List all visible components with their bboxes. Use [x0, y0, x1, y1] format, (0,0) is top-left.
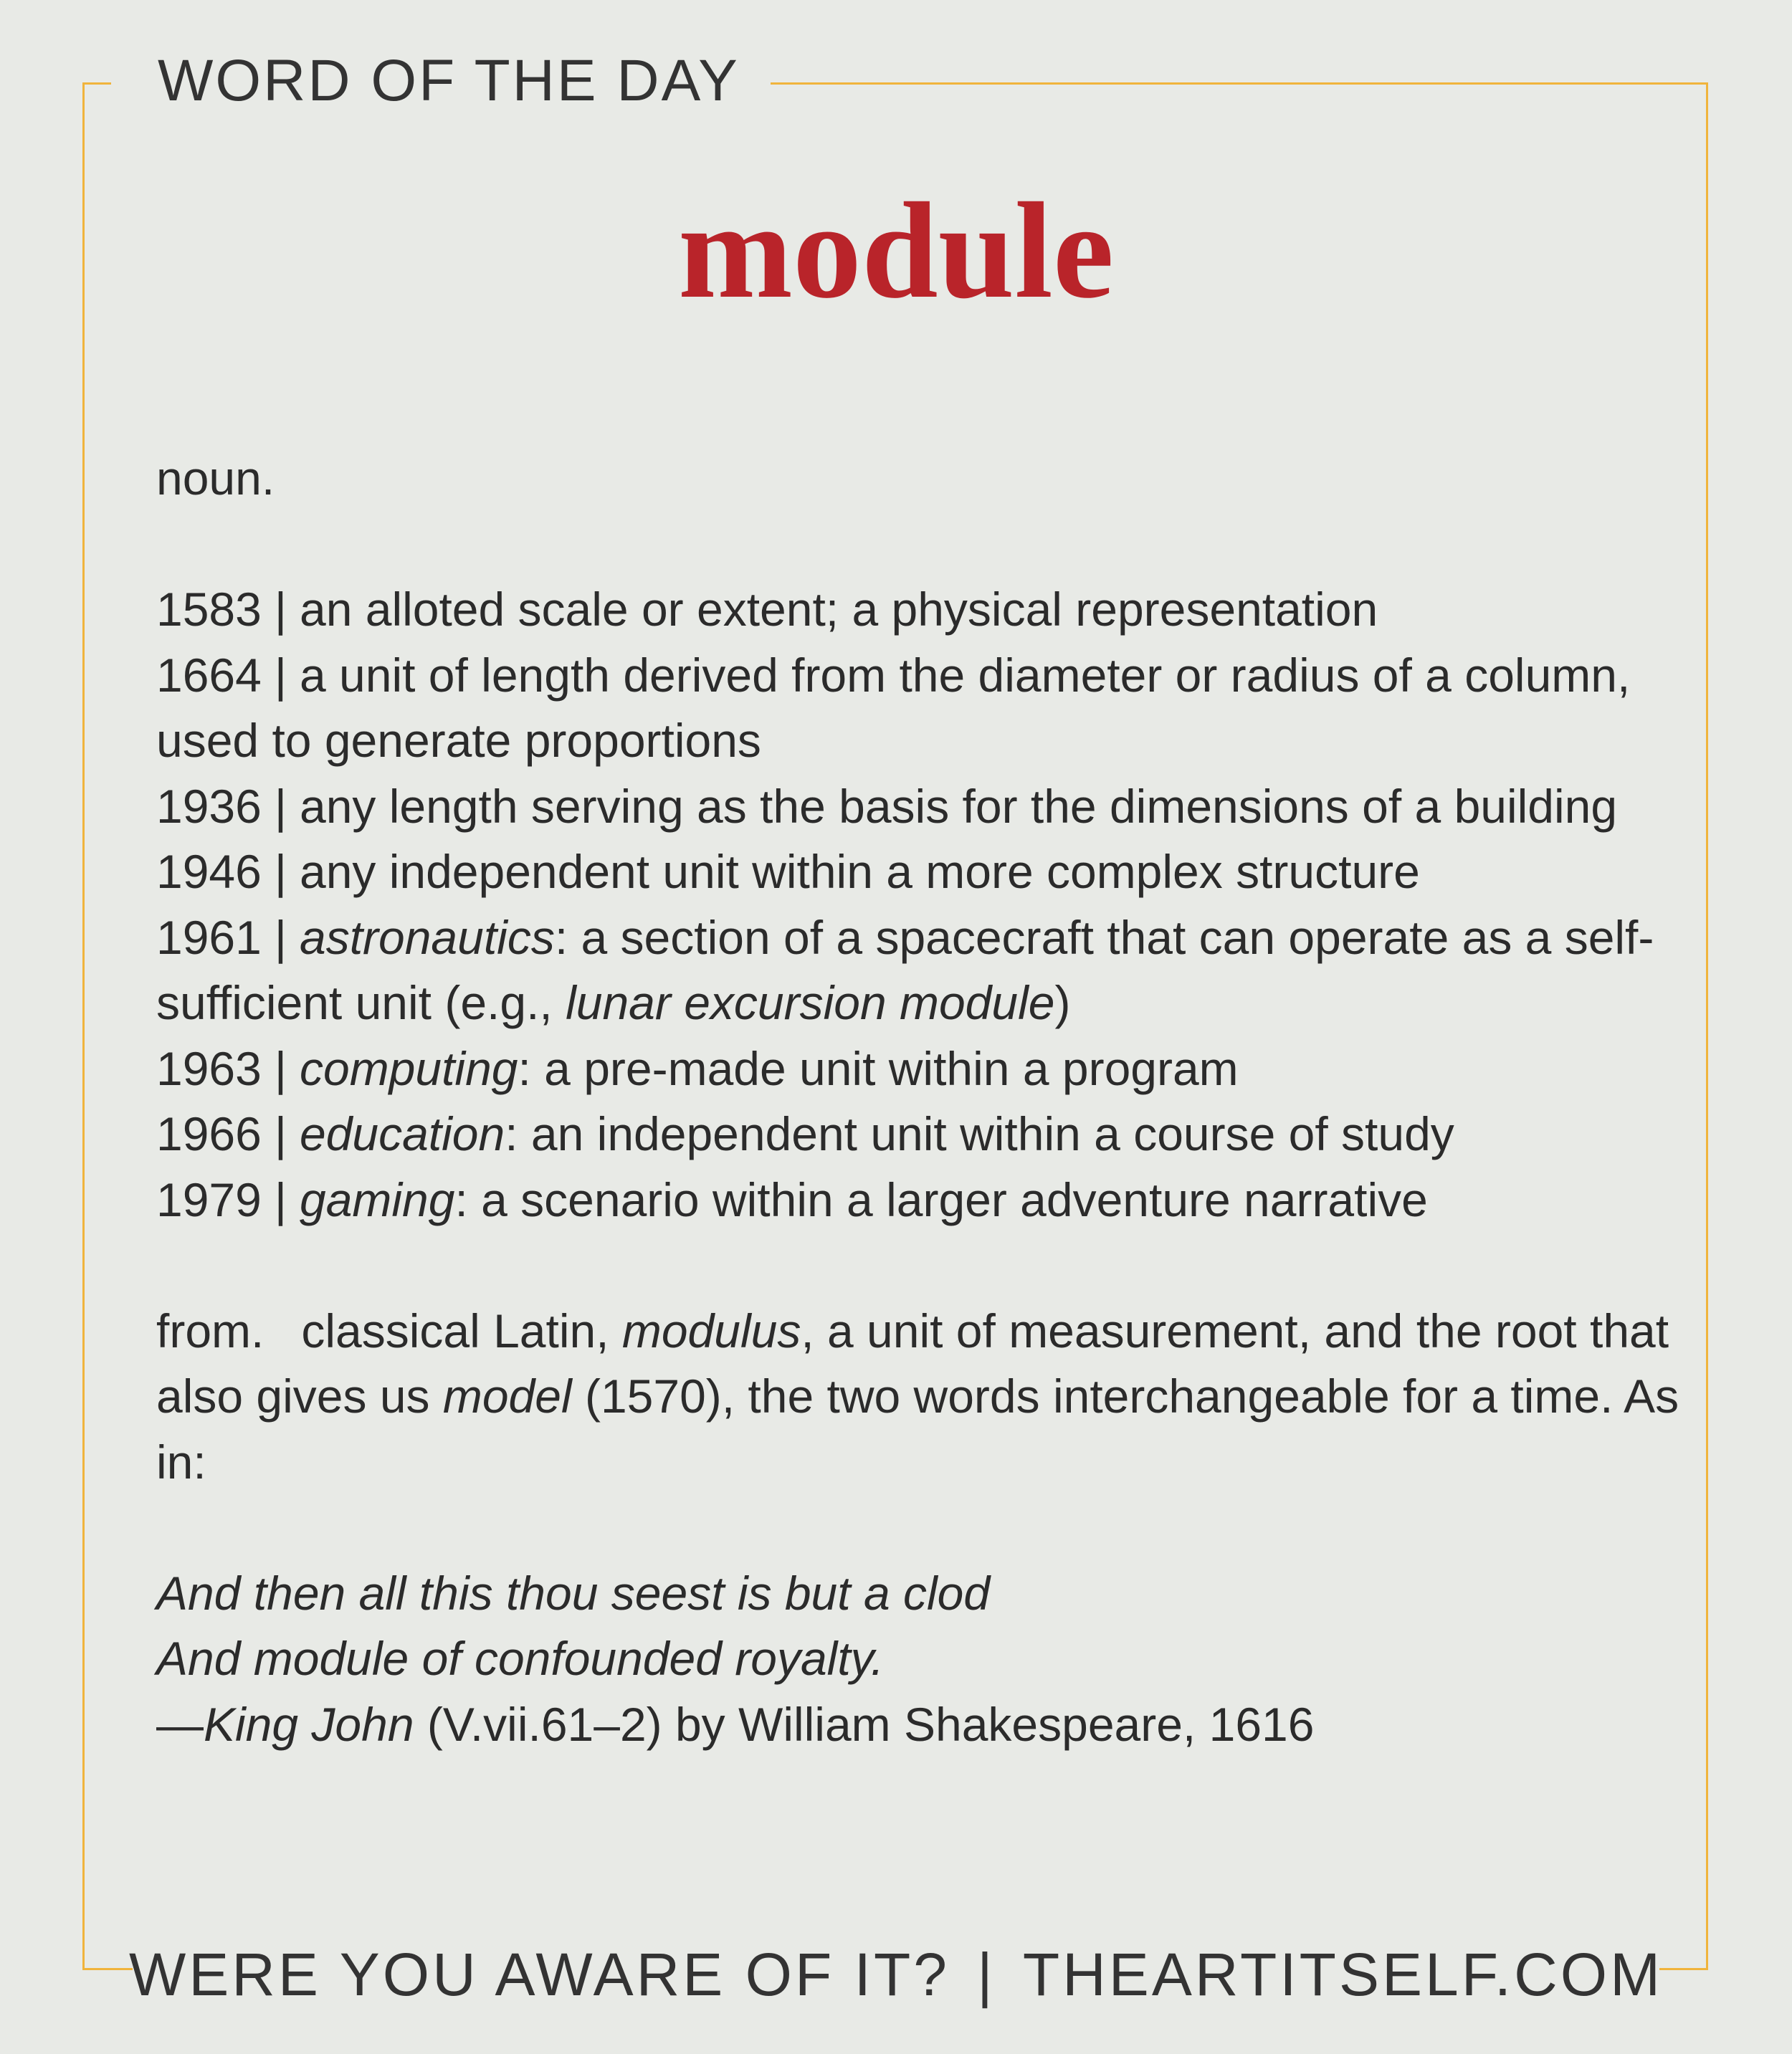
- definition-item: [156, 905, 1683, 1036]
- definition-domain: education: [299, 1107, 505, 1160]
- definition-text: : a scenario within a larger adventure narrative: [454, 1172, 1428, 1226]
- definition-year: 1936: [156, 779, 262, 833]
- definition-separator: |: [274, 583, 287, 636]
- quote-line: And then all this thou seest is but a clod: [156, 1566, 991, 1620]
- part-of-speech: noun.: [156, 452, 275, 505]
- definition-separator: |: [274, 779, 287, 833]
- definition-text: : a section of a spacecraft that can operate as a self-sufficient unit (e.g.,: [156, 910, 1654, 1029]
- definition-year: 1963: [156, 1041, 262, 1095]
- definition-item: [156, 1102, 1683, 1167]
- definition-item: [156, 839, 1683, 905]
- definition-separator: |: [274, 1172, 287, 1226]
- definition-year: 1961: [156, 910, 262, 964]
- definition-domain: gaming: [299, 1172, 455, 1226]
- definition-text: any independent unit within a more complex structure: [299, 845, 1420, 898]
- definition-separator: |: [274, 910, 287, 964]
- definition-text: an alloted scale or extent; a physical representation: [299, 583, 1378, 636]
- definition-year: 1664: [156, 648, 262, 702]
- etymology-text: , a unit of measurement, and the root that also gives us: [156, 1304, 1669, 1423]
- etymology-label: from.: [156, 1304, 264, 1357]
- definition-year: 1979: [156, 1172, 262, 1226]
- definition-item: [156, 774, 1683, 840]
- header-title: WORD OF THE DAY: [158, 48, 740, 113]
- definition-item: [156, 643, 1683, 774]
- etymology-text: classical Latin,: [301, 1304, 622, 1357]
- entry-content: [156, 446, 1683, 1757]
- quote-work-title: King John: [204, 1697, 414, 1751]
- definitions-list: [156, 577, 1683, 1233]
- etymology-related-word: model: [442, 1370, 572, 1423]
- definition-text-after: ): [1054, 976, 1071, 1029]
- definition-item: [156, 1167, 1683, 1233]
- footer: [0, 1935, 1792, 2014]
- quote-line: And module of confounded royalty.: [156, 1632, 885, 1685]
- definition-domain: astronautics: [299, 910, 555, 964]
- quote-citation: [156, 1692, 1683, 1758]
- definition-separator: |: [274, 845, 287, 898]
- headword: module: [677, 174, 1115, 327]
- definition-year: 1583: [156, 583, 262, 636]
- etymology-latin-word: modulus: [621, 1304, 801, 1357]
- definition-text: : a pre-made unit within a program: [518, 1041, 1239, 1095]
- definition-year: 1966: [156, 1107, 262, 1160]
- definition-item: [156, 577, 1683, 643]
- definition-text: : an independent unit within a course of study: [505, 1107, 1454, 1160]
- definition-example: lunar excursion module: [566, 976, 1055, 1029]
- etymology-text: (1570), the two words interchangeable for a time. As in:: [156, 1370, 1679, 1489]
- etymology: [156, 1299, 1683, 1496]
- footer-site: THEARTITSELF.COM: [1022, 1941, 1664, 2008]
- definition-item: [156, 1036, 1683, 1102]
- definition-text: a unit of length derived from the diameter or radius of a column, used to generate proportions: [156, 648, 1631, 767]
- quote-source: (V.vii.61–2) by William Shakespeare, 1616: [414, 1697, 1315, 1751]
- definition-separator: |: [274, 1107, 287, 1160]
- quote-dash: —: [156, 1697, 204, 1751]
- definition-separator: |: [274, 648, 287, 702]
- definition-text: any length serving as the basis for the dimensions of a building: [299, 779, 1618, 833]
- definition-domain: computing: [299, 1041, 518, 1095]
- footer-question: WERE YOU AWARE OF IT?: [128, 1941, 950, 2008]
- definition-year: 1946: [156, 845, 262, 898]
- footer-separator: |: [977, 1941, 996, 2008]
- definition-separator: |: [274, 1041, 287, 1095]
- quotation: [156, 1561, 1683, 1758]
